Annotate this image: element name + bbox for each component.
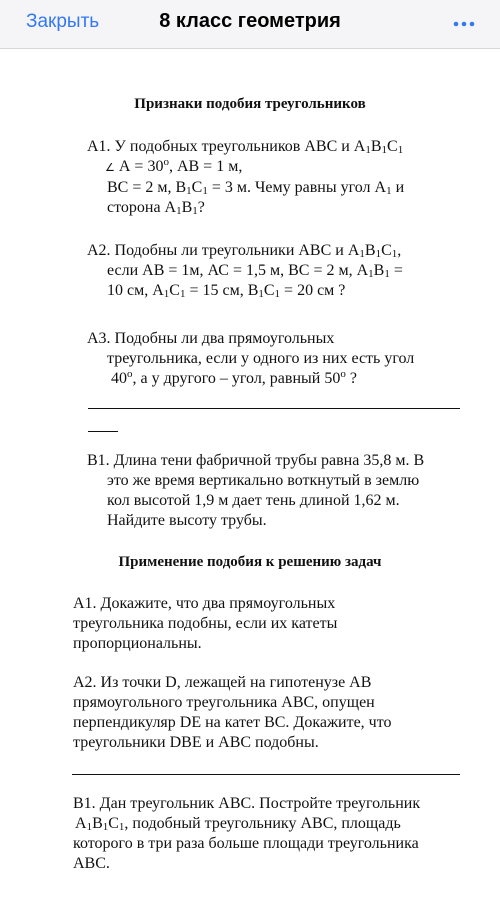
divider-line: [88, 408, 460, 409]
problem-a3: А3. Подобны ли два прямоугольных треугольника, если у одного из них есть угол $40^о$, а у другого – угол, равный $50^о$ ?: [87, 330, 415, 387]
problem-a2: А2. Подобны ли треугольники АВС и $А_1В_1С_1$, если АВ = 1м, АС = 1,5 м, ВС = 2 м, $А_1В_1$ = 10 см, $А_1С_1 = 15$ см, $В_1С_1 = 20$ см ?: [87, 242, 403, 300]
document-page[interactable]: [0, 49, 500, 903]
ellipsis-icon[interactable]: [452, 14, 476, 34]
navigation-bar: [0, 0, 500, 49]
document-title: 8 класс геометрия: [159, 10, 341, 32]
divider-line-short: [88, 431, 118, 432]
section-title-applying-similarity: Применение подобия к решению задач: [118, 554, 382, 570]
angle-icon: ∠: [105, 162, 115, 174]
problem-c-b1: В1. Дан треугольник АВС. Постройте треугольник $А_1В_1С_1$, подобный треугольнику АВС, площадь которого в три раза больше площади треугольника АВС.: [73, 795, 421, 872]
divider-line-2: [72, 774, 460, 775]
section-title-similarity-criteria: Признаки подобия треугольников: [134, 96, 366, 112]
problem-b1: В1. Длина тени фабричной трубы равна 35,8 м. В это же время вертикально воткнутый в землю кол высотой 1,9 м дает тень длиной 1,62 м. Найдите высоту трубы.: [87, 452, 425, 529]
problem-c-a1: А1. Докажите, что два прямоугольных треугольника подобны, если их катеты пропорциональны.: [73, 595, 338, 652]
close-button[interactable]: Закрыть: [26, 11, 100, 32]
problem-c-a2: А2. Из точки D, лежащей на гипотенузе АВ прямоугольного треугольника АВС, опущен перпендикуляр DE на катет ВС. Докажите, что треугольники DBE и АВС подобны.: [73, 674, 392, 751]
problem-a1: А1. У подобных треугольников АВС и $А_1В_1С_1$ ∠ $А = 30^о$, АВ = 1 м, ВС = 2 м, $В_1С_1 = 3$ м. Чему равны угол $А_1$ и сторона $А_1В_1$?: [87, 138, 405, 217]
